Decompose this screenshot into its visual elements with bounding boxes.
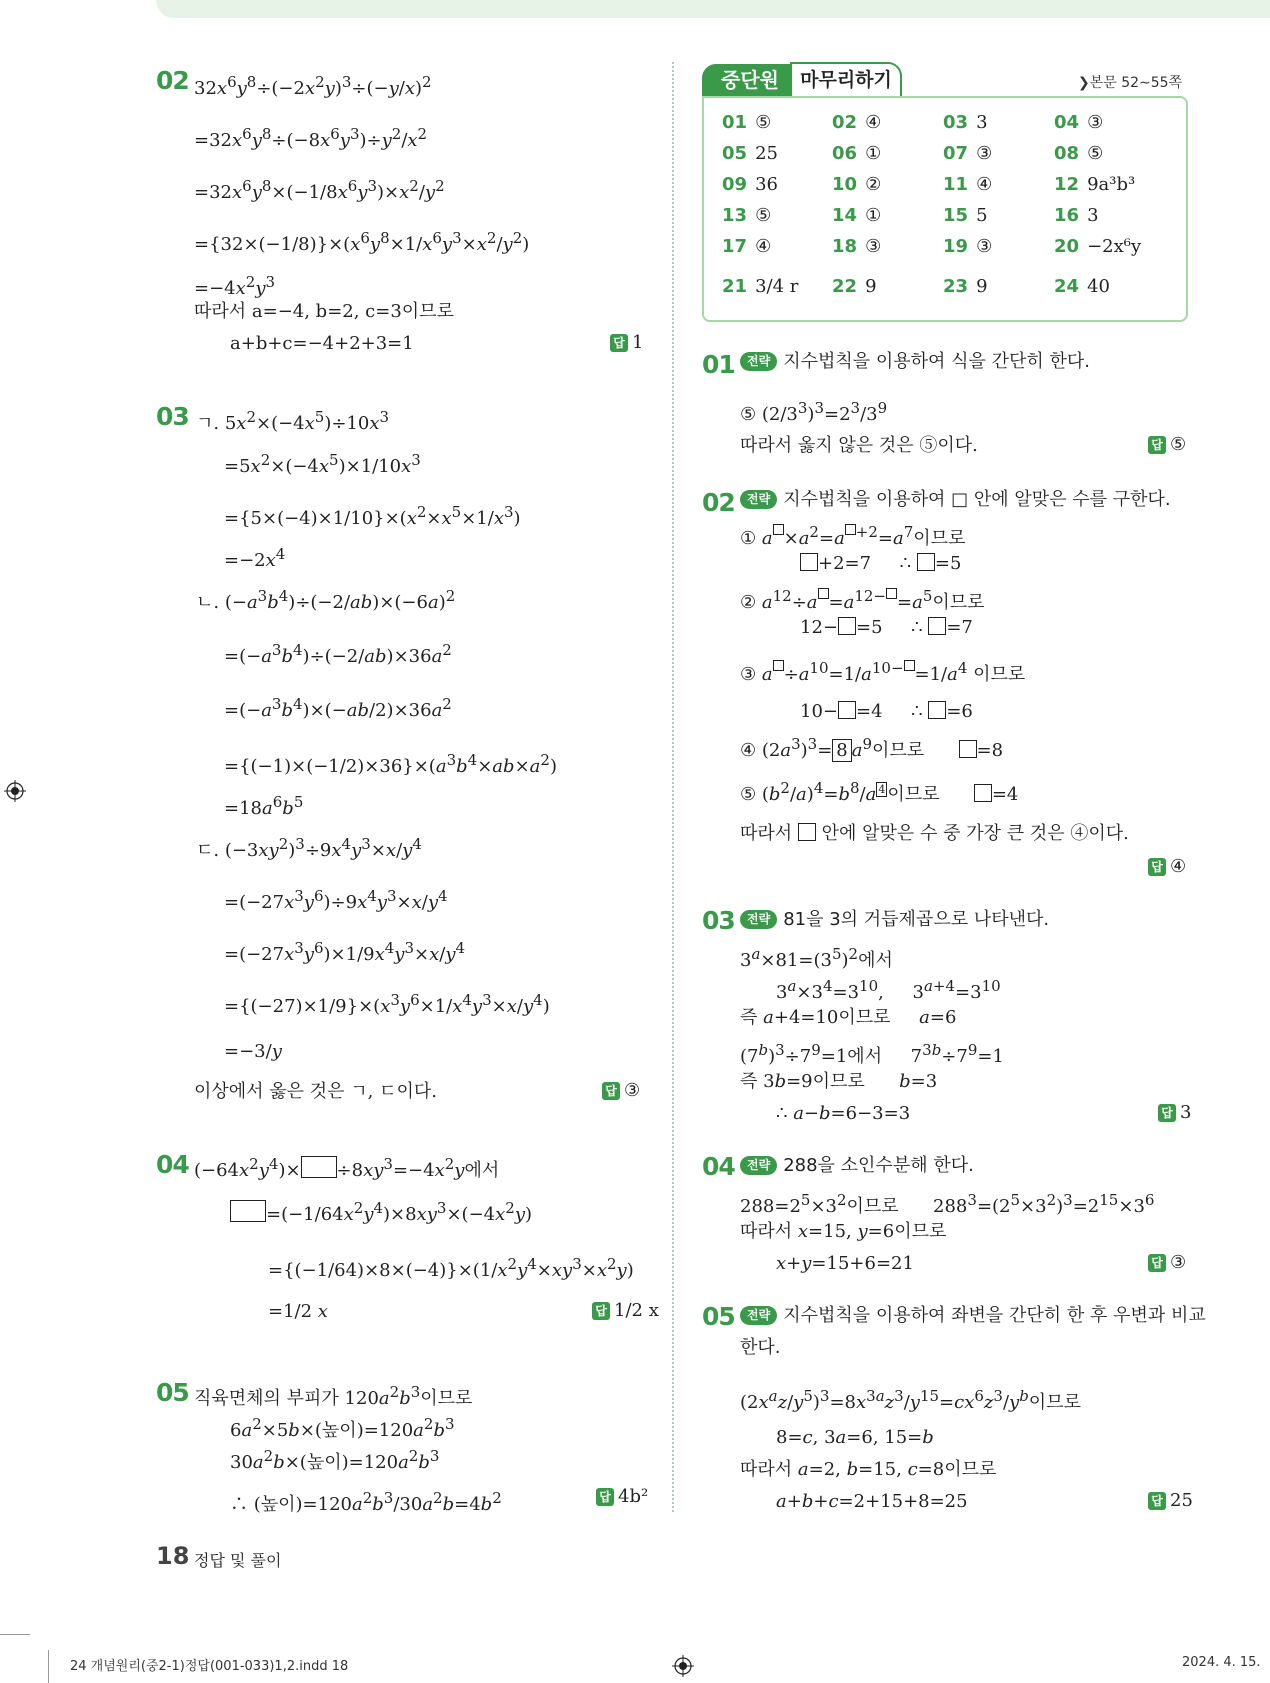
problem-number-03: 03	[156, 402, 189, 431]
r03-line-4: $(7^b)^3\div 7^9=1$에서 $7^{3b}\div 7^9=1$	[740, 1041, 1004, 1067]
answer-value: 1	[632, 332, 644, 353]
r03-line-6: ∴ a−b=6−3=3	[776, 1103, 911, 1124]
summary-item-number: 04	[1054, 112, 1080, 133]
answer-value: ⑤	[1170, 434, 1187, 455]
summary-item-answer: 25	[755, 143, 778, 164]
answer-r01	[1148, 434, 1186, 455]
r02-line-5: ③ $a \div a^{10}=1/a^{10-} =1/a^4$ 이므로	[740, 659, 1026, 685]
summary-item-answer: 3	[1087, 205, 1099, 226]
r02-line-8: ⑤ $(b^2/a)^4=b^8/a$ $^4$ 이므로 =4	[740, 779, 1019, 805]
summary-item-answer: ③	[1087, 112, 1104, 133]
summary-item-number: 06	[832, 143, 858, 164]
summary-answer-item	[722, 174, 778, 195]
strategy-badge: 전략	[740, 1156, 777, 1175]
answer-r03	[1158, 1102, 1191, 1123]
summary-tab-title: 중단원	[702, 64, 798, 96]
r03-line-1: $3^a\times 81=(3^5)^2$에서	[740, 945, 893, 971]
r03-strategy	[740, 908, 1049, 932]
summary-item-number: 17	[722, 236, 748, 257]
left-03-line-9: $=18a^6b^5$	[224, 793, 304, 819]
summary-item-answer: ②	[865, 174, 882, 195]
summary-answer-item	[1054, 174, 1135, 195]
left-04-line-4: =1/2 x	[268, 1301, 328, 1322]
slug-date: 2024. 4. 15.	[1182, 1655, 1261, 1670]
summary-item-answer: 3/4 r	[755, 276, 799, 297]
summary-answer-item	[832, 276, 877, 297]
left-05-line-4: ∴ (높이)$=120a^2b^3/30a^2b=4b^2$	[230, 1489, 502, 1515]
left-02-line-6: 따라서 a=−4, b=2, c=3이므로	[194, 301, 454, 322]
page-number: 18	[156, 1542, 190, 1570]
summary-item-number: 08	[1054, 143, 1080, 164]
answer-value: 4b²	[618, 1486, 649, 1507]
summary-item-answer: 3	[976, 112, 988, 133]
summary-item-answer: 36	[755, 174, 778, 195]
left-04-line-2: $=(-1/64x^2y^4)\times 8xy^3\times(-4x^2y)$	[230, 1196, 532, 1227]
left-03-line-5: ㄴ. $(-a^3b^4)\div(-2/ab)\times(-6a)^2$	[196, 587, 456, 613]
registration-mark-icon	[4, 780, 26, 802]
summary-item-answer: ⑤	[755, 112, 772, 133]
summary-answer-item	[722, 112, 771, 133]
r05-line-3: 따라서 a=2, b=15, c=8이므로	[740, 1459, 997, 1480]
answer-r04	[1148, 1252, 1186, 1273]
r04-line-2: 따라서 x=15, y=6이므로	[740, 1221, 947, 1242]
summary-item-answer: ⑤	[755, 205, 772, 226]
strategy-badge: 전략	[740, 490, 777, 509]
answer-04	[592, 1300, 659, 1321]
left-03-line-1: ㄱ. $5x^2\times(-4x^5)\div 10x^3$	[196, 408, 390, 434]
strategy-badge: 전략	[740, 352, 777, 371]
answer-badge-icon: 답	[602, 1082, 620, 1100]
left-03-line-12: $=(-27x^3y^6)\times 1/9x^4y^3\times x/y^4$	[224, 939, 466, 965]
summary-answer-item	[943, 236, 992, 257]
r03-line-2: $3^a\times 3^4=3^{10}$, $3^{a+4}=3^{10}$	[776, 977, 1001, 1003]
summary-item-answer: ①	[865, 205, 882, 226]
r02-strategy	[740, 488, 1171, 512]
r02-line-9: 따라서 안에 알맞은 수 중 가장 큰 것은 ④이다.	[740, 823, 1129, 844]
r01-line-2: 따라서 옳지 않은 것은 ⑤이다.	[740, 435, 978, 456]
r05-line-1: $(2x^az/y^5)^3=8x^{3a}z^3/y^{15}=cx^6z^3/y^b$이므로	[740, 1387, 1081, 1413]
answer-badge-icon: 답	[1148, 1492, 1166, 1510]
problem-number-r05: 05	[702, 1302, 735, 1331]
summary-item-number: 19	[943, 236, 969, 257]
problem-number-04: 04	[156, 1150, 189, 1179]
answer-badge-icon: 답	[1148, 436, 1166, 454]
answer-badge-icon: 답	[1148, 858, 1166, 876]
r04-line-1: $288=2^5\times 3^2$이므로 $288^3=(2^5\times 3^2)^3=2^{15}\times 3^6$	[740, 1191, 1155, 1217]
summary-item-answer: ③	[976, 236, 993, 257]
left-04-line-3: $=\{(-1/64)\times 8\times(-4)\}\times(1/x^2y^4\times xy^3\times x^2y)$	[268, 1255, 634, 1281]
summary-item-number: 13	[722, 205, 748, 226]
r01-strategy	[740, 350, 1090, 374]
r02-line-1: ① $a \times a^2=a$ $^{+2}=a^7$이므로	[740, 523, 966, 549]
caret-right-icon: ❯	[1078, 75, 1090, 91]
summary-item-answer: ③	[976, 143, 993, 164]
strategy-text-cont: 한다.	[740, 1337, 781, 1358]
summary-answer-item	[1054, 236, 1141, 257]
strategy-text: 지수법칙을 이용하여 식을 간단히 한다.	[783, 351, 1091, 372]
answer-value: ④	[1170, 856, 1187, 877]
r02-line-3: ② $a^{12}\div a =a^{12-} =a^5$이므로	[740, 587, 985, 613]
summary-item-number: 15	[943, 205, 969, 226]
left-03-line-8: $=\{(-1)\times(-1/2)\times 36\}\times(a^3b^4\times ab\times a^2)$	[224, 751, 557, 777]
summary-item-number: 12	[1054, 174, 1080, 195]
summary-answer-item	[722, 205, 771, 226]
problem-number-r03: 03	[702, 906, 735, 935]
strategy-badge: 전략	[740, 910, 777, 929]
summary-item-answer: 5	[976, 205, 988, 226]
summary-answer-item	[943, 112, 988, 133]
r01-line-1: ⑤ $(2/3^3)^3=2^3/3^9$	[740, 399, 888, 425]
slug-file: 24 개념원리(중2-1)정답(001-033)1,2.indd 18	[70, 1659, 349, 1674]
left-04-line-1: $(-64x^2y^4)\times \div 8xy^3=-4x^2y$에서	[194, 1155, 500, 1181]
r02-line-6: 10− =4 ∴ =6	[800, 701, 973, 722]
answer-02	[610, 332, 643, 353]
summary-item-number: 18	[832, 236, 858, 257]
summary-item-number: 02	[832, 112, 858, 133]
summary-answer-item	[832, 174, 881, 195]
left-02-line-5: $=-4x^2y^3$	[194, 273, 276, 299]
strategy-text: 지수법칙을 이용하여 좌변을 간단히 한 후 우변과 비교	[783, 1305, 1206, 1326]
summary-answer-item	[1054, 143, 1103, 164]
left-03-line-11: $=(-27x^3y^6)\div 9x^4y^3\times x/y^4$	[224, 887, 448, 913]
summary-answer-item	[832, 143, 881, 164]
left-02-line-4: $=\{32\times(-1/8)\}\times(x^6y^8\times 1/x^6y^3\times x^2/y^2)$	[194, 229, 530, 255]
summary-item-number: 01	[722, 112, 748, 133]
left-03-line-4: $=-2x^4$	[224, 545, 286, 571]
summary-item-answer: ①	[865, 143, 882, 164]
left-03-line-14: =−3/y	[224, 1041, 282, 1062]
left-03-line-15: 이상에서 옳은 것은 ㄱ, ㄷ이다.	[194, 1081, 437, 1102]
left-05-line-1: 직육면체의 부피가 $120a^2b^3$이므로	[194, 1383, 473, 1409]
answer-badge-icon: 답	[1148, 1254, 1166, 1272]
left-02-line-7: a+b+c=−4+2+3=1	[230, 333, 414, 354]
summary-answer-item	[832, 112, 881, 133]
summary-item-answer: ⑤	[1087, 143, 1104, 164]
r05-line-2: 8=c, 3a=6, 15=b	[776, 1427, 934, 1448]
summary-item-number: 10	[832, 174, 858, 195]
answer-03	[602, 1080, 640, 1101]
column-divider	[672, 62, 674, 1512]
answer-r05	[1148, 1490, 1193, 1511]
strategy-text: 288을 소인수분해 한다.	[783, 1155, 974, 1176]
left-03-line-3: $=\{5\times(-4)\times 1/10\}\times(x^2\times x^5\times 1/x^3)$	[224, 503, 521, 529]
r05-strategy-cont	[740, 1336, 781, 1360]
left-02-line-1: $32x^6y^8\div(-2x^2y)^3\div(-y/x)^2$	[194, 73, 432, 99]
summary-item-number: 23	[943, 276, 969, 297]
problem-number-05: 05	[156, 1378, 189, 1407]
summary-answer-item	[1054, 276, 1110, 297]
answer-05	[596, 1486, 648, 1507]
summary-item-answer: ③	[865, 236, 882, 257]
answer-badge-icon: 답	[610, 334, 628, 352]
answer-badge-icon: 답	[596, 1488, 614, 1506]
r05-strategy	[740, 1304, 1206, 1328]
summary-tab-subtitle: 마무리하기	[790, 62, 902, 96]
answer-r02	[1148, 856, 1186, 877]
left-02-line-3: $=32x^6y^8\times(-1/8x^6y^3)\times x^2/y^2$	[194, 177, 445, 203]
summary-answer-item	[722, 276, 798, 297]
summary-answer-item	[943, 143, 992, 164]
strategy-text: 81을 3의 거듭제곱으로 나타낸다.	[783, 909, 1050, 930]
summary-answer-item	[722, 143, 778, 164]
answer-value: 1/2 x	[614, 1300, 659, 1321]
summary-item-answer: 9	[865, 276, 877, 297]
left-03-line-2: $=5x^2\times(-4x^5)\times 1/10x^3$	[224, 451, 421, 477]
summary-item-number: 14	[832, 205, 858, 226]
summary-item-number: 05	[722, 143, 748, 164]
r05-line-4: a+b+c=2+15+8=25	[776, 1491, 968, 1512]
r02-line-7: ④ $(2a^3)^3= 8$ $a^9$이므로 =8	[740, 735, 1004, 761]
summary-answer-item	[832, 236, 881, 257]
crop-mark	[0, 1634, 30, 1635]
summary-answer-item	[1054, 205, 1099, 226]
summary-answer-item	[832, 205, 881, 226]
left-05-line-2: $6a^2\times 5b\times$(높이)$=120a^2b^3$	[230, 1415, 455, 1441]
summary-item-number: 09	[722, 174, 748, 195]
r02-line-4: 12− =5 ∴ =7	[800, 617, 973, 638]
summary-item-number: 22	[832, 276, 858, 297]
left-03-line-6: $=(-a^3b^4)\div(-2/ab)\times 36a^2$	[224, 641, 452, 667]
page-section-label: 정답 및 풀이	[194, 1551, 282, 1570]
summary-item-answer: ④	[976, 174, 993, 195]
left-02-line-2: $=32x^6y^8\div(-8x^6y^3)\div y^2/x^2$	[194, 125, 428, 151]
summary-answer-item	[943, 276, 988, 297]
summary-item-answer: 9	[976, 276, 988, 297]
registration-mark-icon	[672, 1655, 694, 1677]
summary-item-number: 21	[722, 276, 748, 297]
summary-item-answer: ④	[755, 236, 772, 257]
problem-number-02: 02	[156, 66, 189, 95]
problem-number-r01: 01	[702, 350, 735, 379]
r02-line-2: +2=7 ∴ =5	[800, 552, 961, 576]
top-band	[156, 0, 1270, 18]
crop-mark	[48, 1650, 49, 1683]
answer-badge-icon: 답	[1158, 1104, 1176, 1122]
strategy-text: 지수법칙을 이용하여 □ 안에 알맞은 수를 구한다.	[783, 489, 1171, 510]
left-03-line-7: $=(-a^3b^4)\times(-ab/2)\times 36a^2$	[224, 695, 452, 721]
summary-page-ref	[1078, 72, 1182, 92]
r03-line-5: 즉 3b=9이므로 b=3	[740, 1071, 938, 1092]
strategy-badge: 전략	[740, 1306, 777, 1325]
answer-value: 25	[1170, 1490, 1193, 1511]
summary-item-answer: ④	[865, 112, 882, 133]
answer-value: ③	[624, 1080, 641, 1101]
answer-value: ③	[1170, 1252, 1187, 1273]
summary-ref-text: 본문 52∼55쪽	[1089, 75, 1183, 91]
summary-answer-item	[943, 205, 988, 226]
summary-item-answer: −2x⁶y	[1087, 236, 1142, 257]
r04-line-3: x+y=15+6=21	[776, 1253, 914, 1274]
summary-item-number: 03	[943, 112, 969, 133]
summary-item-answer: 9a³b³	[1087, 174, 1136, 195]
summary-answer-item	[1054, 112, 1103, 133]
summary-item-number: 07	[943, 143, 969, 164]
summary-answer-item	[943, 174, 992, 195]
left-03-line-13: $=\{(-27)\times 1/9\}\times(x^3y^6\times 1/x^4y^3\times x/y^4)$	[224, 991, 550, 1017]
summary-answer-item	[722, 236, 771, 257]
summary-item-number: 20	[1054, 236, 1080, 257]
answer-value: 3	[1180, 1102, 1192, 1123]
left-03-line-10: ㄷ. $(-3xy^2)^3\div 9x^4y^3\times x/y^4$	[196, 835, 422, 861]
r04-strategy	[740, 1154, 974, 1178]
r03-line-3: 즉 a+4=10이므로 a=6	[740, 1007, 957, 1028]
summary-item-number: 24	[1054, 276, 1080, 297]
summary-item-number: 16	[1054, 205, 1080, 226]
problem-number-r04: 04	[702, 1152, 735, 1181]
problem-number-r02: 02	[702, 488, 735, 517]
summary-item-answer: 40	[1087, 276, 1110, 297]
summary-item-number: 11	[943, 174, 969, 195]
left-05-line-3: $30a^2b\times$(높이)$=120a^2b^3$	[230, 1447, 440, 1473]
answer-badge-icon: 답	[592, 1302, 610, 1320]
